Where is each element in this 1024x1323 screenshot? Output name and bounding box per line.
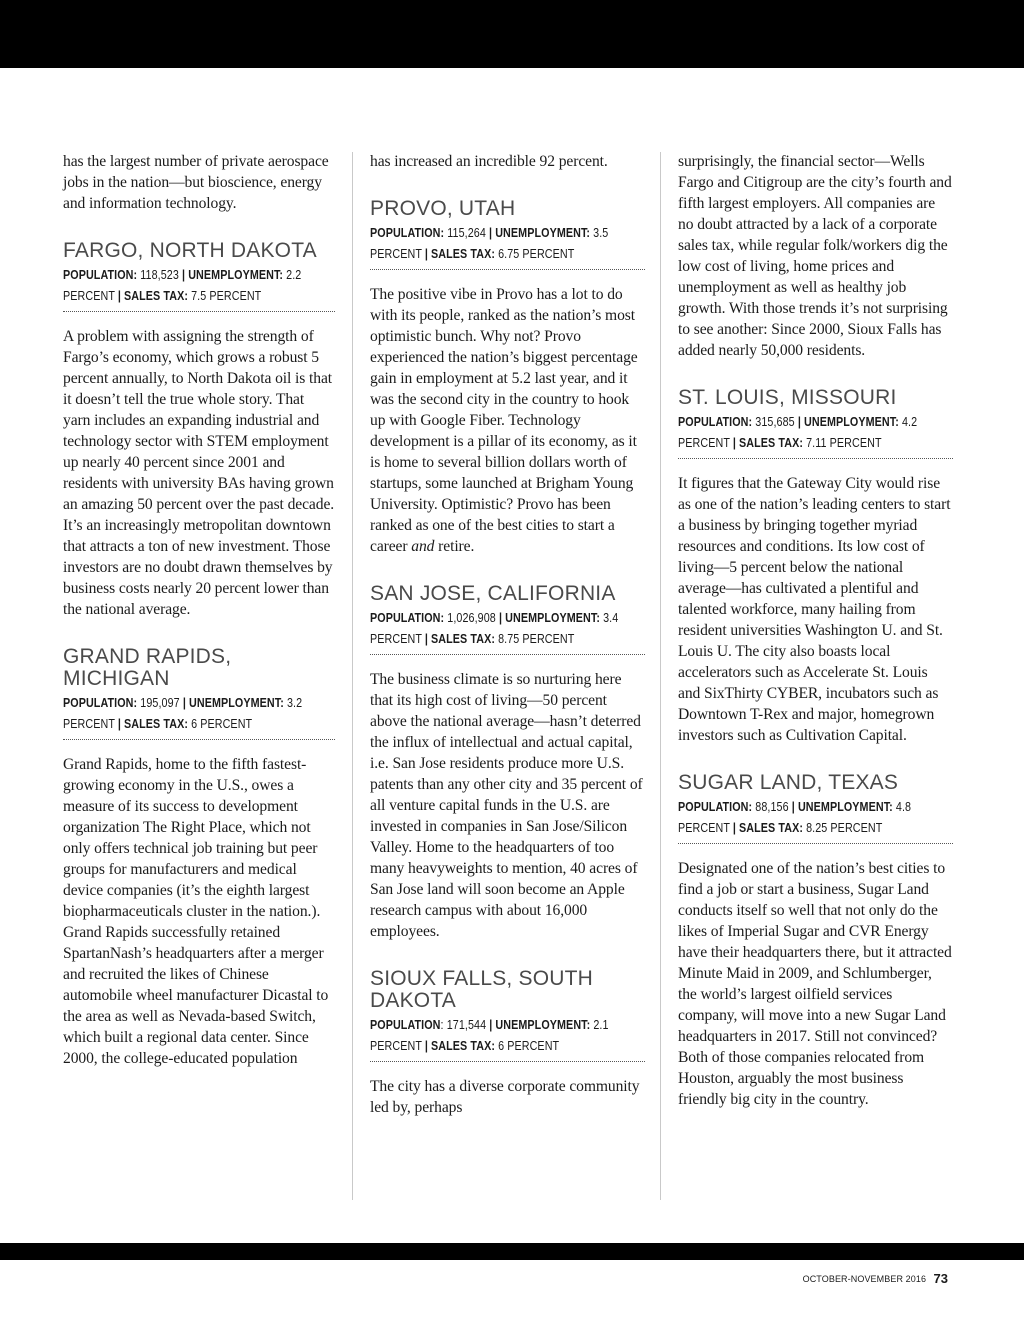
page-footer	[803, 1270, 948, 1288]
article-column-1	[63, 150, 335, 1069]
city-heading-grand-rapids: GRAND RAPIDS, MICHIGAN	[63, 645, 232, 690]
city-stats: POPULATION: 1,026,908 | UNEMPLOYMENT: 3.4 PERCENT | SALES TAX: 8.75 PERCENT	[370, 611, 619, 646]
city-heading-provo: PROVO, UTAH	[370, 197, 516, 220]
paragraph-continued: surprisingly, the financial sector—Wells Fargo and Citigroup are the city’s fourth and fifth largest employers. All companies are no doubt attracted by a lack of a corporate sales tax, while regular folk/workers dig the low cost of living, home prices and unemployment as well as healthy job growth. With those trends it’s not surprising to see another: Since 2000, Sioux Falls has added nearly 50,000 residents.	[678, 153, 952, 359]
city-paragraph: It figures that the Gateway City would rise as one of the nation’s leading centers to start a business by bringing together myriad resources and conditions. Its low cost of living—5 percent below the national average—has cultivated a plentiful and talented workforce, many hailing from resident universities Washington U. and St. Louis U. The city also boasts local accelerators such as Accelerate St. Louis and SixThirty CYBER, incubators such as Downtown T-Rex and major, homegrown investors such as Cultivation Capital.	[678, 475, 951, 744]
dotted-divider	[370, 654, 645, 655]
column-rule	[352, 152, 353, 1200]
city-stats: POPULATION: 115,264 | UNEMPLOYMENT: 3.5 PERCENT | SALES TAX: 6.75 PERCENT	[370, 226, 609, 261]
article-column-3	[678, 150, 953, 1110]
city-heading-sugar-land: SUGAR LAND, TEXAS	[678, 771, 899, 794]
city-stats: POPULATION: 118,523 | UNEMPLOYMENT: 2.2 PERCENT | SALES TAX: 7.5 PERCENT	[63, 268, 302, 303]
city-paragraph: The city has a diverse corporate community led by, perhaps	[370, 1078, 640, 1116]
dotted-divider	[678, 458, 953, 459]
dotted-divider	[63, 739, 335, 740]
dotted-divider	[63, 311, 335, 312]
city-stats: POPULATION: 315,685 | UNEMPLOYMENT: 4.2 PERCENT | SALES TAX: 7.11 PERCENT	[678, 415, 918, 450]
article-column-2	[370, 150, 645, 1118]
issue-date: OCTOBER-NOVEMBER 2016	[802, 1274, 927, 1284]
dotted-divider	[370, 1061, 645, 1062]
bottom-black-bar	[0, 1243, 1024, 1260]
dotted-divider	[678, 843, 953, 844]
column-rule	[660, 152, 661, 1200]
emphasis-and: and	[411, 538, 435, 555]
city-heading-st-louis: ST. LOUIS, MISSOURI	[678, 386, 897, 409]
paragraph-continued: has the largest number of private aerospace jobs in the nation—but bioscience, energy and information technology.	[63, 153, 329, 212]
city-heading-san-jose: SAN JOSE, CALIFORNIA	[370, 582, 616, 605]
page-number: 73	[933, 1271, 948, 1286]
city-stats: POPULATION: 195,097 | UNEMPLOYMENT: 3.2 PERCENT | SALES TAX: 6 PERCENT	[63, 696, 303, 731]
city-paragraph: A problem with assigning the strength of Fargo’s economy, which grows a robust 5 percent annually, to North Dakota oil is that it doesn’t tell the true whole story. That yarn includes an expanding industrial and technology sector with STEM employment up nearly 40 percent since 2001 and residents with university BAs having grown an amazing 50 percent over the past decade. It’s an increasingly metropolitan downtown that attracts a ton of new investment. Those investors are no doubt drawn themselves by business costs nearly 20 percent lower than the national average.	[63, 328, 335, 618]
city-paragraph: The positive vibe in Provo has a lot to do with its people, ranked as the nation’s most optimistic bunch. Why not? Provo experienced the nation’s biggest percentage gain in employment at 5.2 last year, and it was the second city in the country to hook up with Google Fiber. Technology development is a pillar of its economy, as it is home to several billion dollars worth of startups, some launched at Brigham Young University. Optimistic? Provo has been ranked as one of the best cities to start a career and retire.	[370, 286, 638, 555]
city-paragraph: Grand Rapids, home to the fifth fastest-growing economy in the U.S., owes a measure of its success to development organization The Right Place, which not only offers technical job training but peer groups for manufacturers and medical device companies (it’s the eighth largest biopharmaceuticals cluster in the nation.). Grand Rapids successfully retained SpartanNash’s headquarters after a merger and recruited the likes of Chinese automobile wheel manufacturer Dicastal to the area as well as Nevada-based Switch, which built a regional data center. Since 2000, the college-educated population	[63, 756, 329, 1067]
city-heading-fargo: FARGO, NORTH DAKOTA	[63, 239, 317, 262]
dotted-divider	[370, 269, 645, 270]
city-stats: POPULATION: 171,544 | UNEMPLOYMENT: 2.1 PERCENT | SALES TAX: 6 PERCENT	[370, 1018, 609, 1053]
top-black-bar	[0, 0, 1024, 68]
city-stats: POPULATION: 88,156 | UNEMPLOYMENT: 4.8 PERCENT | SALES TAX: 8.25 PERCENT	[678, 800, 912, 835]
city-paragraph: Designated one of the nation’s best cities to find a job or start a business, Sugar Land conducts itself so well that not only do the likes of Imperial Sugar and CVR Energy have their headquarters there, but it attracted Minute Maid in 2009, and Schlumberger, the world’s largest oilfield services company, will move into a new Sugar Land headquarters in 2017. Still not convinced? Both of those companies relocated from Houston, arguably the most business friendly big city in the country.	[678, 860, 952, 1108]
city-heading-sioux-falls: SIOUX FALLS, SOUTH DAKOTA	[370, 967, 593, 1012]
city-paragraph: The business climate is so nurturing here that its high cost of living—50 percent above the national average—hasn’t deterred the influx of intellectual and actual capital, i.e. San Jose residents produce more U.S. patents than any other city and 35 percent of all venture capital funds in the U.S. are invested in companies in San Jose/Silicon Valley. Home to the headquarters of too many heavyweights to mention, 40 acres of San Jose land will soon become an Apple research campus with about 16,000 employees.	[370, 671, 643, 940]
paragraph-continued: has increased an incredible 92 percent.	[370, 153, 608, 170]
